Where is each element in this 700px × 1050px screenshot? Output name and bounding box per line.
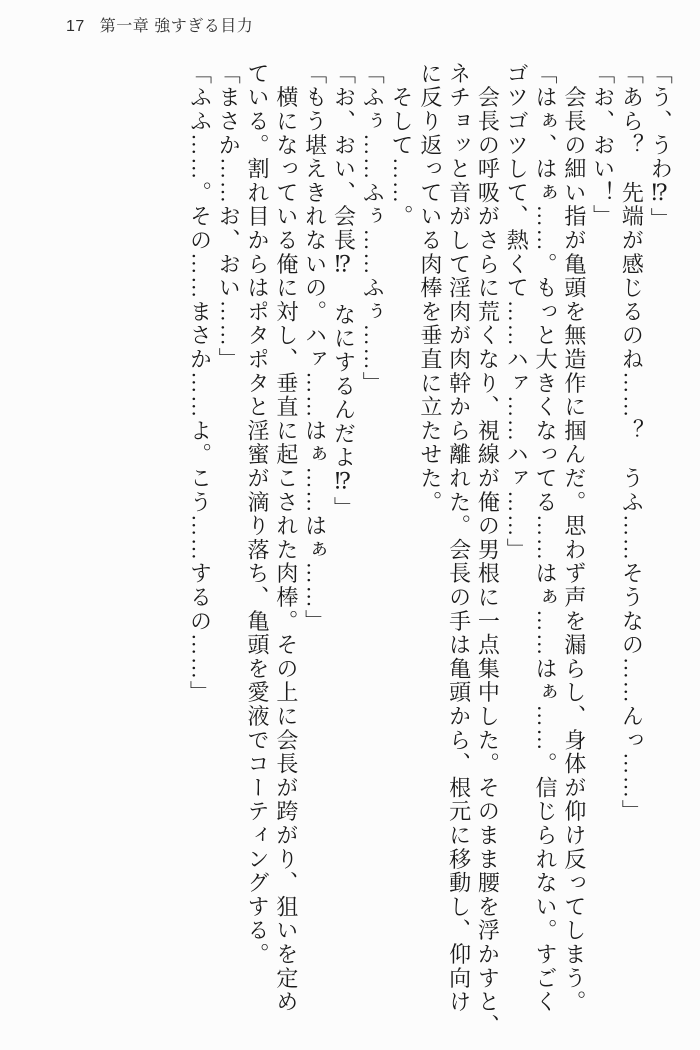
text-line: 横になっている俺に対し、垂直に起こされた肉棒。その上に会長が跨がり、狙いを定め	[273, 62, 299, 1014]
text-line: 「もう堪えきれないの。ハァ……はぁ……はぁ……」	[302, 62, 328, 634]
page-number: 17	[66, 18, 85, 35]
text-line: そして……。	[389, 62, 415, 229]
text-line: に反り返っている肉棒を垂直に立たせた。	[417, 62, 443, 515]
chapter-title: 第一章 強すぎる目力	[99, 18, 254, 35]
text-line: 「はぁ、はぁ……。もっと大きくなってる……はぁ……はぁ……。信じられない。すごく	[533, 62, 559, 1014]
page-header	[66, 13, 253, 36]
text-line: 「ふぅ……ふぅ……ふぅ……」	[360, 62, 386, 396]
text-line: 「お、おい、会長⁉ なにするんだよ⁉」	[331, 62, 357, 521]
text-line: 会長の呼吸がさらに荒くなり、視線が俺の男根に一点集中した。そのまま腰を浮かすと、	[475, 62, 501, 1038]
text-line: ている。割れ目からはポタポタと淫蜜が滴り落ち、亀頭を愛液でコーティングする。	[245, 62, 271, 967]
text-line: 会長の細い指が亀頭を無造作に掴んだ。思わず声を漏らし、身体が仰け反ってしまう。	[561, 62, 587, 1014]
text-line: 「あら？ 先端が感じるのね……？ うふ……そうなの……んっ……」	[619, 62, 645, 824]
vertical-text-body	[182, 62, 678, 1038]
text-line: ネチョッと音がして淫肉が肉幹から離れた。会長の手は亀頭から、根元に移動し、仰向け	[446, 62, 472, 1014]
text-line: 「ふふ……。その……まさか……よ。こう……するの……」	[187, 62, 213, 705]
text-line: ゴツゴツして、熱くて……ハァ……ハァ……」	[504, 62, 530, 562]
text-line: 「お、おい！」	[590, 62, 616, 229]
text-line: 「う、うわ⁉」	[648, 62, 674, 232]
text-line: 「まさか……お、おい……」	[216, 62, 242, 372]
